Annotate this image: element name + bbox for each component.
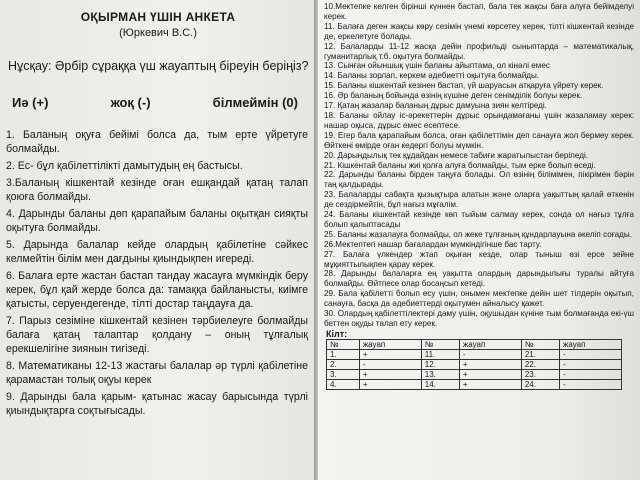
- key-cell: +: [359, 349, 421, 359]
- questionnaire-title: ОҚЫРМАН ҮШІН АНКЕТА: [80, 10, 236, 24]
- question-23: 23. Балаларды сабақта қызықтыра алатын және оларға уақыттың қалай өткенін де сездірмейтін, бұл нағыз мұғалім.: [324, 190, 634, 210]
- answer-options: [12, 95, 298, 110]
- left-page: [0, 0, 316, 480]
- question-21: 21. Кішкентай баланы жиі қолға алуға болмайды, тым ерке болып өседі.: [324, 160, 596, 170]
- key-title: Кілт:: [326, 328, 348, 339]
- key-cell: -: [560, 369, 622, 379]
- key-cell: -: [560, 379, 622, 389]
- key-header-cell: жауап: [560, 339, 622, 349]
- question-5: 5. Дарында балалар кейде олардың қабілетіне сәйкес келмейтін білім мен дағдыны қиындықпен игереді.: [6, 239, 308, 265]
- key-cell: +: [459, 369, 521, 379]
- question-27: 27. Балаға үлкендер жтап оқыған кезде, олар тыныш өзі ерсе зейне мұқияттылықпен қарау керек.: [324, 249, 634, 269]
- key-header-row: [327, 339, 622, 349]
- question-15: 15. Баланы кішкентай кезінен бастап, үй шаруасын атқаруға үйрету керек.: [324, 81, 604, 91]
- question-24: 24. Баланы кішкентай кезінде көп тыйым салмау керек, сонда ол нағыз тұлға болып қалыптасады: [324, 210, 634, 229]
- instruction: Нұсқау: Әрбір сұраққа үш жауаптың біреуін беріңіз?: [8, 59, 309, 73]
- key-cell: 13.: [421, 369, 459, 379]
- question-12: 12. Балаларды 11-12 жасқа дейін профильді сыныптарда – математикалық, гуманитарлық т.б. оқытуға болмайды.: [324, 41, 634, 61]
- answer-no: жоқ (-): [110, 95, 151, 110]
- key-cell: +: [359, 379, 421, 389]
- question-8: 8. Математиканы 12-13 жастағы балалар әр түрлі қабілетіне қарамастан толық оқуы керек: [6, 360, 308, 386]
- key-header-cell: №: [521, 339, 559, 349]
- question-16: 16. Әр баланың бойында өзінің күшіне деген сенімділік болуы керек.: [324, 91, 583, 101]
- key-row: [327, 349, 622, 359]
- answer-dont-know: білмеймін (0): [212, 95, 298, 110]
- key-cell: -: [459, 349, 521, 359]
- question-19: 19. Егер бала қарапайым болса, оған қабілеттімін деп санауға жол бермеу керек. Өйткені өмірде оған кедергі болуы мүмкін.: [324, 130, 634, 150]
- question-2: 2. Ес- бұл қабілеттілікті дамытудың ең бастысы.: [6, 160, 243, 172]
- question-20: 20. Дарындылық тек құдайдан немесе табиғи жаратылыстан беріледі.: [324, 150, 589, 160]
- question-11: 11. Балаға деген жақсы көру сезімін үнемі көрсетеу керек, тілті кішкентай кезінде де, еркелетуге болады.: [324, 21, 634, 41]
- key-cell: -: [560, 359, 622, 369]
- question-6: 6. Балаға ерте жастан бастап тандау жасауға мүмкіндік беру керек, бұл қай жерде болса да: тамаққа байланысты, киімге қатысты, серуендегенде, тілті достар таңдауға да.: [6, 270, 308, 310]
- question-1: 1. Баланың оқуға бейімі болса да, тым ерте үйретуге болмайды.: [6, 129, 308, 155]
- question-7: 7. Парыз сезіміне кішкентай кезінен тәрбиелеуге болмайды балаға қатаң талаптар қолдану – оның тұлғалық ерекшелігіне зиянын тигізеді.: [6, 315, 308, 355]
- author: (Юркевич В.С.): [119, 27, 197, 39]
- answer-yes: Иә (+): [12, 95, 49, 110]
- key-cell: +: [459, 379, 521, 389]
- question-28: 28. Дарынды балаларға ең уақытта олардың дарындылығы туралы айтуға болмайды. Өйтпесе олар босаңсып кетеді.: [324, 269, 634, 289]
- question-22: 22. Дарынды баланы бірден таңуға болады. Ол өзінің білімімен, пікірімен бәрін таң қалдырады.: [324, 170, 634, 190]
- key-cell: 4.: [327, 379, 360, 389]
- key-cell: 11.: [421, 349, 459, 359]
- key-cell: -: [560, 349, 622, 359]
- key-cell: +: [359, 369, 421, 379]
- key-header-cell: жауап: [459, 339, 521, 349]
- question-3: 3.Баланың кішкентай кезінде оған ешқандай қатаң талап қоюға болмайды.: [6, 177, 308, 203]
- key-cell: -: [359, 359, 421, 369]
- right-page: [318, 0, 640, 480]
- key-cell: 24.: [521, 379, 559, 389]
- question-10: 10.Мектепке келген бірінші күннен бастап, бала тек жақсы баға алуға бейімделуі керек.: [324, 2, 634, 21]
- key-cell: +: [459, 359, 521, 369]
- question-4: 4. Дарынды баланы дөп қарапайым баланы оқытқан сияқты оқытуға болмайды.: [6, 208, 308, 234]
- key-cell: 12.: [421, 359, 459, 369]
- question-14: 14. Баланы зорлап, керкем әдебиетті оқытуға болмайды.: [324, 71, 540, 81]
- question-26: 26.Мектептегі нашар бағалардан мүмкіндігінше бас тарту.: [324, 239, 542, 249]
- question-30: 30. Олардың қабілеттілектері даму үшін, оқушыдан күніне тым болмағанда екі-үш беттен оқуды талап ету керек.: [324, 309, 634, 328]
- key-header-cell: №: [327, 339, 360, 349]
- key-cell: 3.: [327, 369, 360, 379]
- answer-key-table: [326, 339, 622, 390]
- question-18: 18. Баланы ойлау іс-әрекеттерін дұрыс орындамағаны үшін жазаламау керек: нашар оқыса, дұрыс емес есептесе.: [324, 110, 634, 130]
- question-29: 29. Бала қабілетті болып есу үшін, онымен мектепке дейін шет тілдерін оқытып, санауға, басқа да әдебиеттерді оқытумен айналысу қажет.: [324, 289, 634, 309]
- question-25: 25. Баланы жазалауға болмайды, ол жеке тұлғаның құндарлауына әкеліп соғады.: [324, 229, 632, 239]
- key-row: [327, 379, 622, 389]
- key-header-cell: жауап: [359, 339, 421, 349]
- question-17: 17. Қатаң жазалар баланың дұрыс дамуына зиян келтіреді.: [324, 101, 547, 111]
- key-cell: 14.: [421, 379, 459, 389]
- key-cell: 22.: [521, 359, 559, 369]
- question-13: 13. Сынған ойыншық үшін баланы айыптама, ол кінәлі емес: [324, 61, 550, 71]
- key-cell: 1.: [327, 349, 360, 359]
- question-9: 9. Дарынды бала қарым- қатынас жасау барысында түрлі қиындықтарға соқтығысады.: [6, 391, 308, 417]
- key-cell: 21.: [521, 349, 559, 359]
- key-row: [327, 359, 622, 369]
- key-row: [327, 369, 622, 379]
- key-header-cell: №: [421, 339, 459, 349]
- key-cell: 23.: [521, 369, 559, 379]
- key-cell: 2.: [327, 359, 360, 369]
